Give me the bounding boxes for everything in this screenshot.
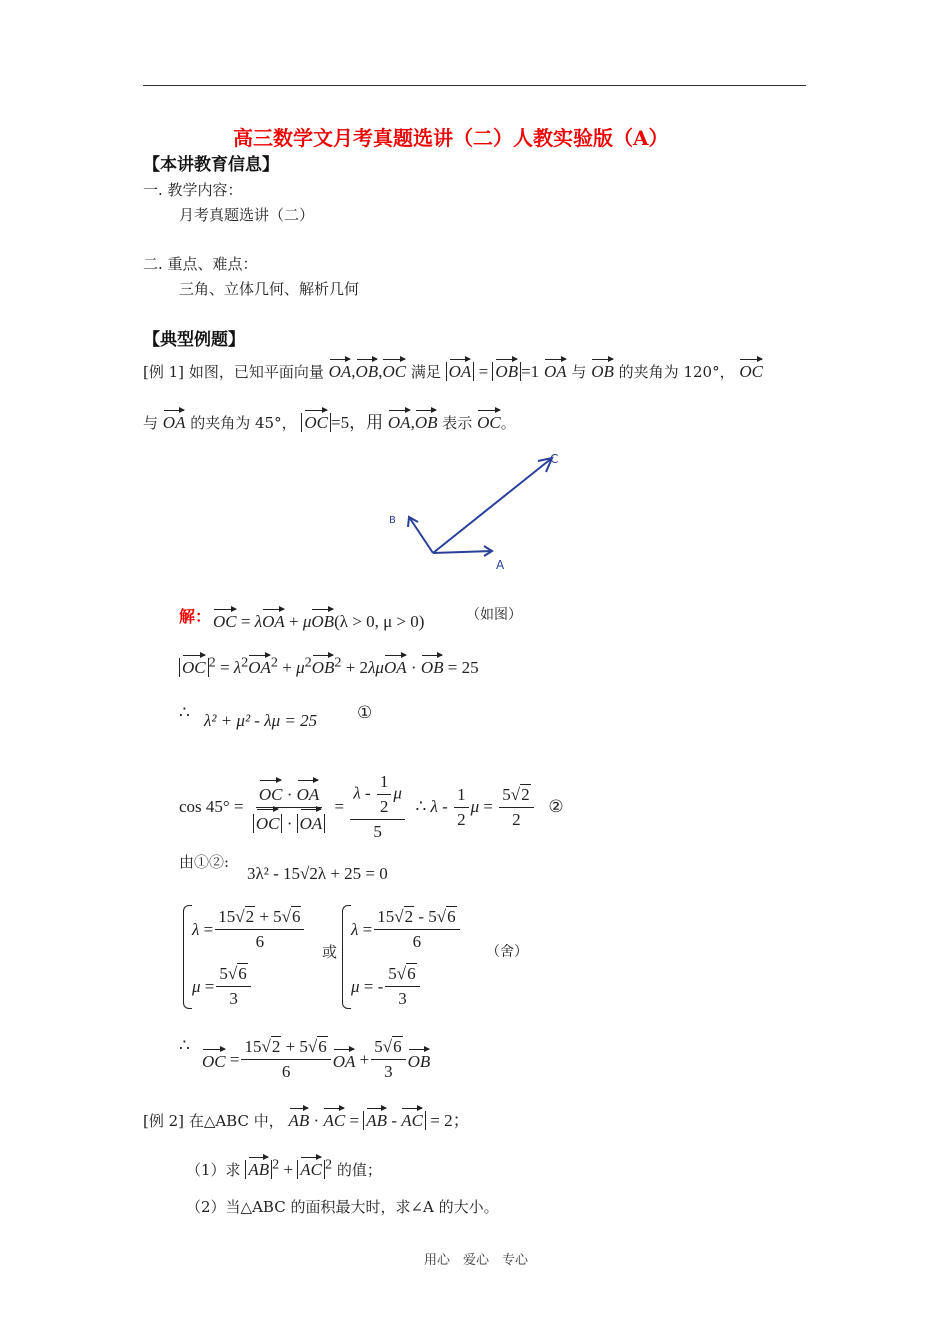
system2-mu: μ = - $\frac{5√6}{3}$ [351,962,422,1011]
page-footer: 用心 爱心 专心 [424,1253,529,1268]
from-label: 由①②: [179,853,230,871]
example1-text: 表示 [442,414,473,432]
section-examples: 【典型例题】 [143,330,245,350]
solution-eq5: 3λ² - 15√2λ + 25 = 0 [247,864,388,883]
system1-mu: μ = $\frac{5√6}{3}$ [192,962,253,1011]
system1-lambda: λ = $\frac{15√2 + 5√6}{6}$ [192,905,306,954]
q1-prefix: （1）求 [186,1161,241,1179]
example2-eq-rhs: = 2； [430,1111,470,1130]
vector-ob: OB [591,362,614,381]
solution-eq4: cos 45° = $\frac{OC \cdot OA}{OC \cdot OA}$ = λ - $\frac{1}{2}$ μ 5 ∴ λ - $\frac{1}{2}$ μ = $\frac{5√2}{2}$ ② [179,772,564,841]
norm-oc: OC [301,413,331,432]
example2-q2: （2）当△ABC 的面积最大时，求∠A 的大小。 [186,1198,499,1216]
example1-text: 如图，已知平面向量 [188,363,324,381]
eq2-rhs: = 25 [447,658,479,677]
example2-q1 [186,1156,382,1180]
example2-intro: 在△ABC 中， [188,1112,284,1130]
vector-b-line [409,517,433,553]
system-brace-2 [342,905,351,1009]
therefore-2: ∴ [179,1036,190,1055]
vector-list: OA,OB,OC [329,362,406,381]
or-label: 或 [322,943,338,961]
item2-label: 二. 重点、难点： [143,255,258,273]
norm-equation: OA = OB [446,362,521,381]
vector-figure [380,445,570,575]
item1-label: 一. 教学内容： [143,181,243,199]
label-b: B [389,515,396,526]
vector-a-line [433,551,492,553]
system2-lambda: λ = $\frac{15√2 - 5√6}{6}$ [351,905,462,954]
label-a: A [496,558,505,572]
example1-text: 满足 [410,363,441,381]
note-figure: （如图） [466,607,522,623]
q1-suffix: 的值； [336,1161,382,1179]
circle-two: ② [548,797,564,816]
vector-list: OA,OB [388,413,438,432]
section-info: 【本讲教育信息】 [143,155,279,175]
example1-line2 [143,408,516,433]
vector-oc: OC [477,413,501,432]
example1-line1 [143,358,763,382]
vector-oa: OA [544,362,567,381]
example1-text: 的夹角为 120°， [618,363,735,381]
vector-c-line [433,458,552,553]
reject-label: （舍） [486,944,528,960]
example1-text: =5，用 [331,413,384,432]
header-rule [143,85,806,86]
q1-expression: AB $^2$ + AC $^2$ [245,1160,332,1179]
eq1-condition: (λ > 0, μ > 0) [334,612,425,631]
circle-one: ① [357,703,373,722]
page-title: 高三数学文月考真题选讲（二）人教实验版（A） [233,126,669,150]
example1-text: 的夹角为 45°， [190,414,297,432]
solution-eq3: λ² + μ² - λμ = 25 [204,711,318,730]
example1-label: [例 1] [143,363,185,381]
cos-label: cos 45° [179,797,230,816]
solution-eq2: OC $^2 = \lambda^2OA^2 + \mu^2OB^2 + 2\lambda\mu OA$ · OB = 25 [179,654,479,678]
example1-text: 。 [500,414,516,432]
label-c: C [550,452,559,466]
item1-text: 月考真题选讲（二） [179,206,315,224]
example2-equation: AB · AC = AB - AC = 2； [289,1111,470,1130]
vector-oa: OA [163,413,186,432]
solution-label: 解： [179,607,212,626]
therefore-1: ∴ [179,703,190,722]
example2-line1 [143,1106,470,1131]
system-brace-1 [183,905,192,1009]
example1-text: 与 [571,363,587,381]
norm-value: =1 [521,362,540,381]
item2-text: 三角、立体几何、解析几何 [179,280,360,298]
example2-label: [例 2] [143,1112,185,1130]
example1-text: 与 [143,414,159,432]
solution-eq1: OC = λOA + μOB(λ > 0, μ > 0) [213,608,424,632]
vector-oc: OC [739,362,763,381]
final-answer: OC = $\frac{15√2 + 5√6}{6}$ OA + $\frac{5√6}{3}$ OB [202,1037,431,1081]
